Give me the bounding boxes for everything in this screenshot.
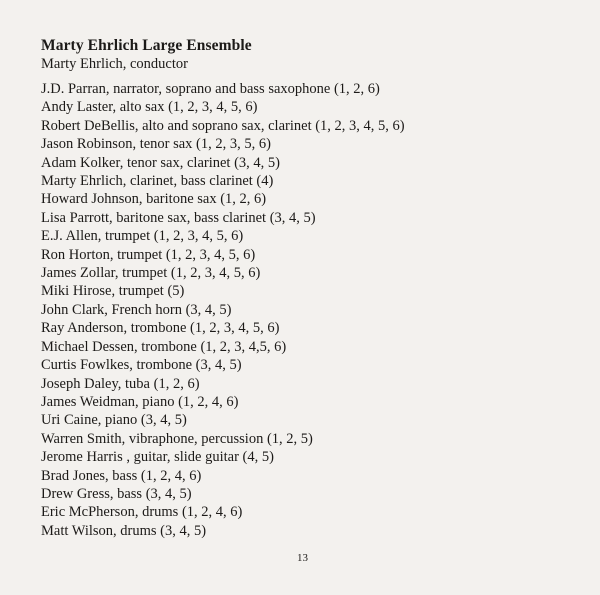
personnel-entry: Jason Robinson, tenor sax (1, 2, 3, 5, 6) [41, 136, 271, 153]
personnel-entry: Adam Kolker, tenor sax, clarinet (3, 4, 5) [41, 154, 280, 171]
conductor-credit: Marty Ehrlich, conductor [41, 56, 188, 72]
personnel-entry: E.J. Allen, trumpet (1, 2, 3, 4, 5, 6) [41, 228, 244, 245]
personnel-entry: Drew Gress, bass (3, 4, 5) [41, 485, 192, 502]
personnel-entry: Ron Horton, trumpet (1, 2, 3, 4, 5, 6) [41, 246, 256, 263]
personnel-entry: Joseph Daley, tuba (1, 2, 6) [41, 375, 200, 392]
personnel-entry: James Weidman, piano (1, 2, 4, 6) [41, 393, 239, 410]
personnel-entry: Ray Anderson, trombone (1, 2, 3, 4, 5, 6) [41, 320, 280, 337]
ensemble-title: Marty Ehrlich Large Ensemble [41, 37, 252, 54]
personnel-list [41, 80, 405, 540]
personnel-entry: Jerome Harris , guitar, slide guitar (4, 5) [41, 449, 274, 466]
personnel-entry: Eric McPherson, drums (1, 2, 4, 6) [41, 504, 243, 521]
personnel-entry: Howard Johnson, baritone sax (1, 2, 6) [41, 191, 267, 208]
personnel-entry: Lisa Parrott, baritone sax, bass clarinet (3, 4, 5) [41, 209, 316, 226]
personnel-entry: Curtis Fowlkes, trombone (3, 4, 5) [41, 357, 242, 374]
personnel-entry: Miki Hirose, trumpet (5) [41, 283, 185, 300]
personnel-entry: Andy Laster, alto sax (1, 2, 3, 4, 5, 6) [41, 99, 258, 116]
personnel-entry: Uri Caine, piano (3, 4, 5) [41, 412, 187, 429]
personnel-entry: Matt Wilson, drums (3, 4, 5) [41, 522, 207, 539]
personnel-entry: Michael Dessen, trombone (1, 2, 3, 4,5, 6) [41, 338, 287, 355]
personnel-entry: Brad Jones, bass (1, 2, 4, 6) [41, 467, 202, 484]
personnel-entry: John Clark, French horn (3, 4, 5) [41, 301, 232, 318]
personnel-entry: Robert DeBellis, alto and soprano sax, clarinet (1, 2, 3, 4, 5, 6) [41, 117, 405, 134]
personnel-entry: James Zollar, trumpet (1, 2, 3, 4, 5, 6) [41, 265, 261, 282]
personnel-entry: Warren Smith, vibraphone, percussion (1, 2, 5) [41, 430, 313, 447]
personnel-entry: Marty Ehrlich, clarinet, bass clarinet (4) [41, 173, 274, 190]
personnel-entry: J.D. Parran, narrator, soprano and bass saxophone (1, 2, 6) [41, 81, 380, 97]
page-number: 13 [297, 552, 308, 564]
